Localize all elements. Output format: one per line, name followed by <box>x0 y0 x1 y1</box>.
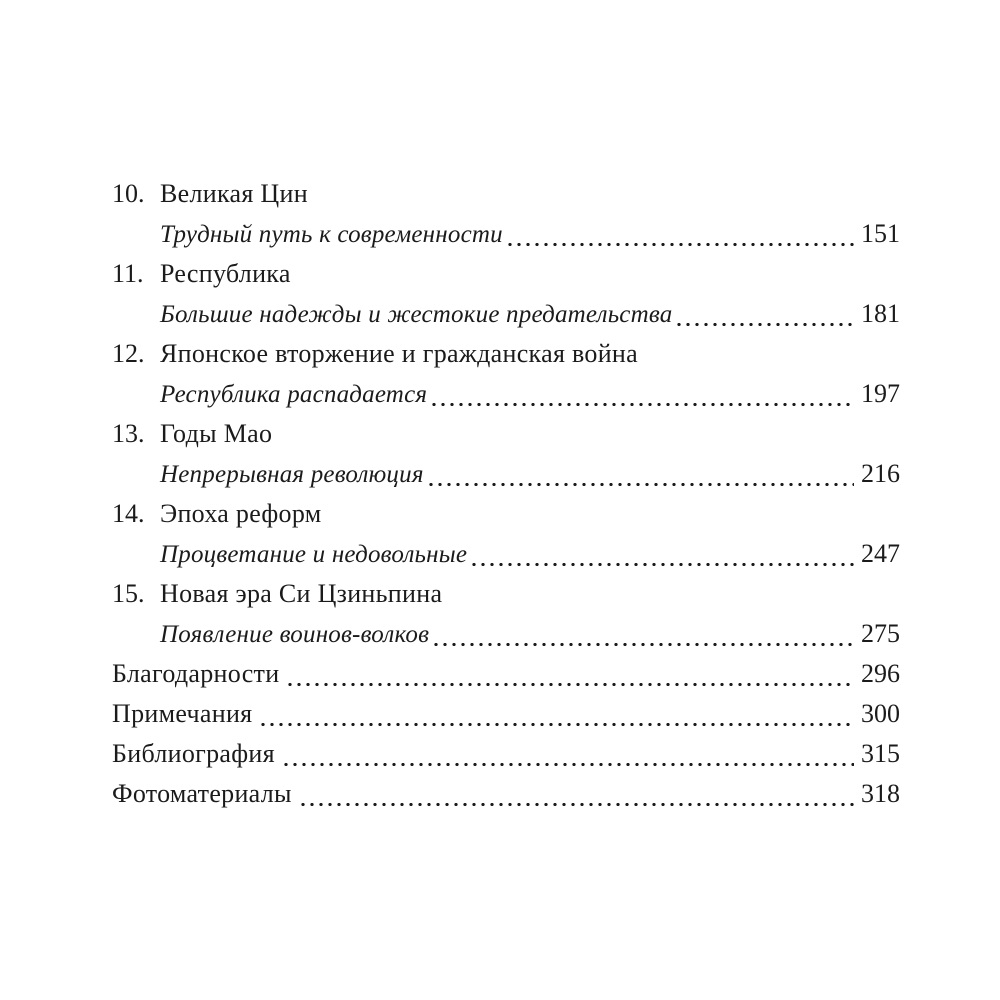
dot-leader <box>677 323 854 326</box>
toc-entry-chapter <box>112 414 900 494</box>
toc-entry-acknowledgments <box>112 654 900 694</box>
chapter-title: Японское вторжение и гражданская война <box>160 339 638 368</box>
toc-entry-chapter <box>112 574 900 654</box>
chapter-subtitle-line <box>112 614 900 654</box>
chapter-subtitle: Появление воинов-волков <box>160 621 430 648</box>
dot-leader <box>432 403 854 406</box>
chapter-title: Новая эра Си Цзиньпина <box>160 579 443 608</box>
dot-leader <box>508 243 854 246</box>
back-matter-label: Благодарности <box>112 659 280 688</box>
chapter-number: 15. <box>112 579 145 608</box>
chapter-title: Эпоха реформ <box>160 499 322 528</box>
dot-leader <box>472 563 854 566</box>
page-number: 181 <box>861 299 900 328</box>
dot-leader <box>429 483 854 486</box>
page-number: 318 <box>861 779 900 808</box>
chapter-title: Республика <box>160 259 291 288</box>
chapter-subtitle-line <box>112 454 900 494</box>
chapter-title-line <box>112 334 900 374</box>
chapter-title-line <box>112 174 900 214</box>
chapter-subtitle: Республика распадается <box>160 381 428 408</box>
back-matter-label: Примечания <box>112 699 253 728</box>
chapter-subtitle-line <box>112 374 900 414</box>
toc-entry-bibliography <box>112 734 900 774</box>
chapter-subtitle: Процветание и недовольные <box>160 541 468 568</box>
back-matter-label: Фотоматериалы <box>112 779 292 808</box>
chapter-subtitle: Непрерывная революция <box>160 461 424 488</box>
chapter-title-line <box>112 414 900 454</box>
chapter-subtitle: Трудный путь к современности <box>160 221 503 248</box>
toc-entry-chapter <box>112 174 900 254</box>
toc-entry-chapter <box>112 494 900 574</box>
page-number: 151 <box>861 219 900 248</box>
dot-leader <box>288 683 854 686</box>
chapter-subtitle-line <box>112 214 900 254</box>
table-of-contents <box>112 174 900 814</box>
chapter-number: 11. <box>112 259 144 288</box>
toc-entry-photo-credits <box>112 774 900 814</box>
dot-leader <box>434 643 854 646</box>
chapter-title-line <box>112 254 900 294</box>
page-number: 216 <box>861 459 900 488</box>
chapter-subtitle: Большие надежды и жестокие предательства <box>160 301 673 328</box>
page-number: 197 <box>861 379 900 408</box>
page-number: 247 <box>861 539 900 568</box>
chapter-title: Великая Цин <box>160 179 308 208</box>
dot-leader <box>284 763 854 766</box>
chapter-title-line <box>112 574 900 614</box>
chapter-title-line <box>112 494 900 534</box>
page-number: 300 <box>861 699 900 728</box>
toc-entry-notes <box>112 694 900 734</box>
page-number: 315 <box>861 739 900 768</box>
page-number: 296 <box>861 659 900 688</box>
dot-leader <box>261 723 854 726</box>
chapter-title: Годы Мао <box>160 419 273 448</box>
chapter-number: 10. <box>112 179 145 208</box>
chapter-number: 13. <box>112 419 145 448</box>
back-matter-label: Библиография <box>112 739 275 768</box>
toc-entry-chapter <box>112 334 900 414</box>
chapter-subtitle-line <box>112 534 900 574</box>
dot-leader <box>301 803 854 806</box>
toc-entry-chapter <box>112 254 900 334</box>
chapter-number: 14. <box>112 499 145 528</box>
chapter-subtitle-line <box>112 294 900 334</box>
chapter-number: 12. <box>112 339 145 368</box>
page-number: 275 <box>861 619 900 648</box>
